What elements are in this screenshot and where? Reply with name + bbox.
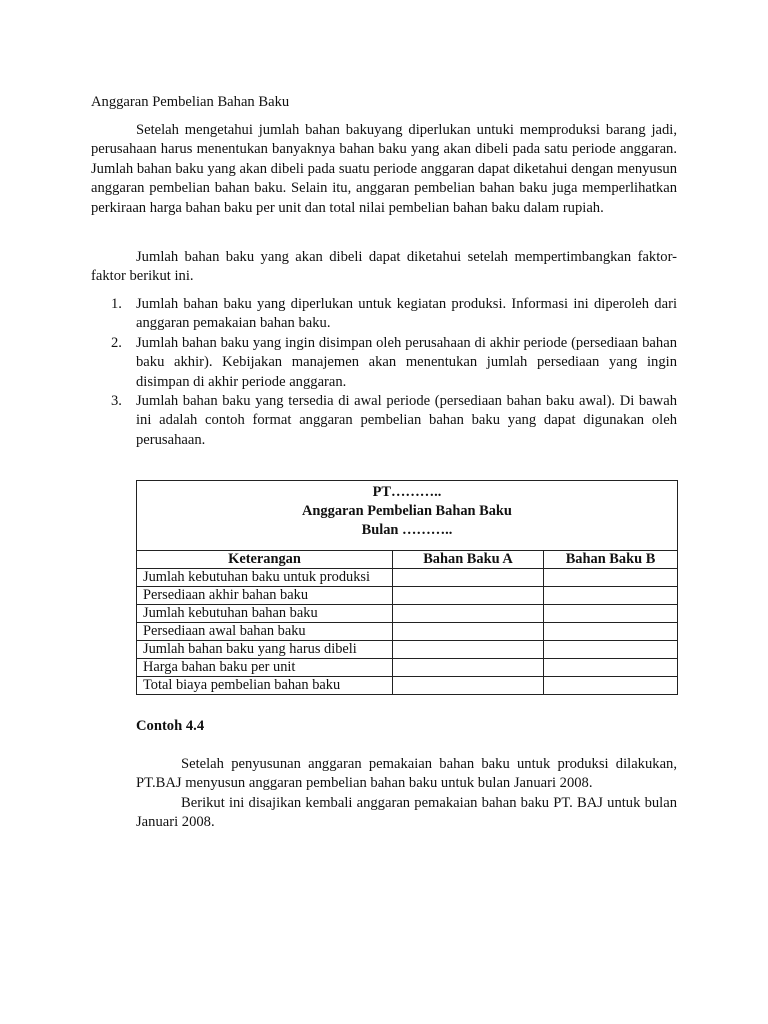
list-text: Jumlah bahan baku yang diperlukan untuk kegiatan produksi. Informasi ini diperoleh dari anggaran pemakaian bahan baku. [136,296,677,332]
cell-bahan-baku-a [393,623,544,641]
factor-list [91,295,677,450]
cell-bahan-baku-b [544,659,678,677]
cell-keterangan: Persediaan awal bahan baku [137,623,393,641]
cell-bahan-baku-a [393,587,544,605]
table-title-company: PT……….. [372,484,442,500]
table-row [137,677,678,695]
paragraph-intro: Setelah mengetahui jumlah bahan bakuyang diperlukan untuki memproduksi barang jadi, perusahaan harus menentukan banyaknya bahan baku yang akan dibeli pada satu periode anggaran. Jumlah bahan baku yang akan dibeli pada suatu periode anggaran dapat diketahui dengan menyusun anggaran pembelian bahan baku. Selain itu, anggaran pembelian bahan baku juga memperlihatkan perkiraan harga bahan baku per unit dan total nilai pembelian bahan baku dalam rupiah. [91,122,677,216]
list-text: Jumlah bahan baku yang tersedia di awal periode (persediaan bahan baku awal). Di bawah ini adalah contoh format anggaran pembelian bahan baku yang dapat digunakan oleh perusahaan. [136,393,677,448]
cell-bahan-baku-a [393,677,544,695]
list-item [91,295,677,334]
table-header-row [137,551,678,569]
table-row [137,659,678,677]
cell-keterangan: Jumlah kebutuhan bahan baku [137,605,393,623]
cell-bahan-baku-b [544,623,678,641]
header-bahan-baku-b: Bahan Baku B [544,551,678,569]
cell-bahan-baku-b [544,587,678,605]
table-title-row [137,481,678,551]
example-heading: Contoh 4.4 [136,718,205,734]
cell-keterangan: Total biaya pembelian bahan baku [137,677,393,695]
list-text: Jumlah bahan baku yang ingin disimpan oleh perusahaan di akhir periode (persediaan bahan baku akhir). Kebijakan manajemen akan menentukan jumlah persediaan yang ingin disimpan di akhir periode anggaran. [136,334,677,390]
cell-keterangan: Persediaan akhir bahan baku [137,587,393,605]
paragraph-example-2: Berikut ini disajikan kembali anggaran pemakaian bahan baku PT. BAJ untuk bulan Januari 2008. [136,794,677,831]
cell-bahan-baku-a [393,641,544,659]
table-row [137,587,678,605]
cell-bahan-baku-b [544,641,678,659]
list-item [91,334,677,392]
section-heading: Anggaran Pembelian Bahan Baku [91,94,290,110]
cell-bahan-baku-a [393,605,544,623]
table-row [137,569,678,587]
cell-keterangan: Jumlah bahan baku yang harus dibeli [137,641,393,659]
table-row [137,605,678,623]
cell-bahan-baku-b [544,677,678,695]
list-item [91,392,677,450]
list-number: 1. [111,296,122,312]
cell-bahan-baku-a [393,569,544,587]
cell-bahan-baku-a [393,659,544,677]
cell-bahan-baku-b [544,605,678,623]
table-title-month: Bulan ……….. [361,522,453,538]
cell-bahan-baku-b [544,569,678,587]
table-title [137,481,678,551]
list-number: 3. [111,393,122,410]
table-title-name: Anggaran Pembelian Bahan Baku [302,503,512,519]
budget-table [136,480,678,695]
cell-keterangan: Jumlah kebutuhan baku untuk produksi [137,569,393,587]
header-bahan-baku-a: Bahan Baku A [393,551,544,569]
list-number: 2. [111,334,122,351]
table-row [137,641,678,659]
cell-keterangan: Harga bahan baku per unit [137,659,393,677]
paragraph-factors: Jumlah bahan baku yang akan dibeli dapat diketahui setelah mempertimbangkan faktor-faktor berikut ini. [91,249,677,285]
example-text [136,755,677,833]
table-row [137,623,678,641]
header-keterangan: Keterangan [137,551,393,569]
paragraph-example-1: Setelah penyusunan anggaran pemakaian bahan baku untuk produksi dilakukan, PT.BAJ menyusun anggaran pembelian bahan baku untuk bulan Januari 2008. [136,756,677,792]
